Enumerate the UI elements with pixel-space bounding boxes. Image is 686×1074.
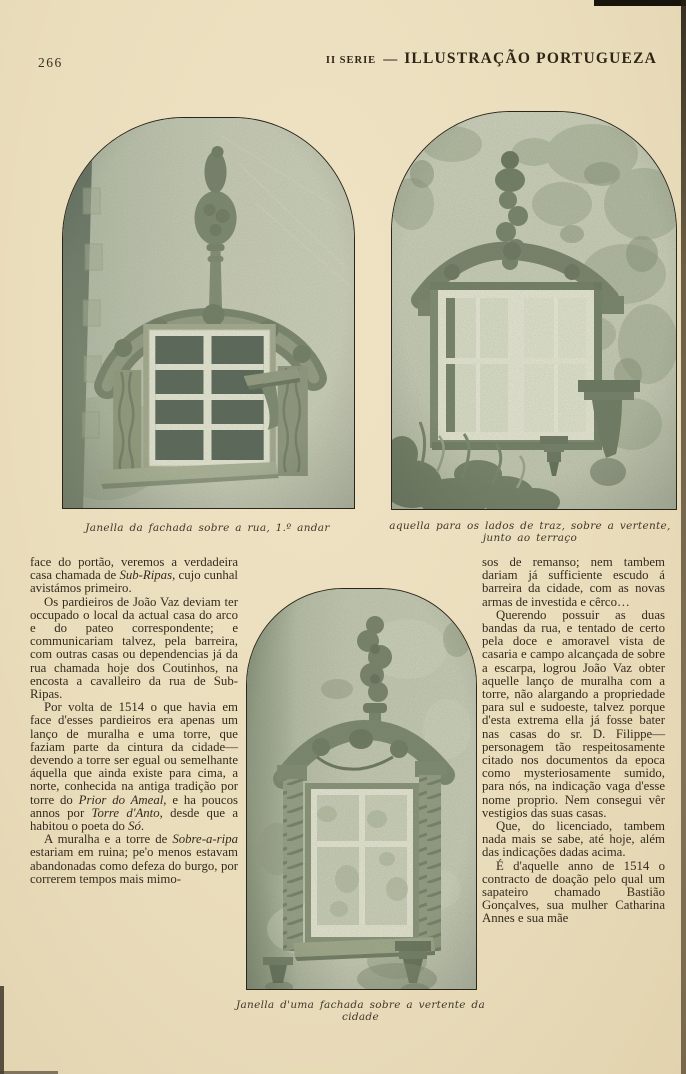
text-run: Os pardieiros de João Vaz deviam ter occupado o local da actual casa do arco e do pateo correspondente; e communicariam talvez, pela barreira, com outras casas ou dependencias já da rua chamada hoje dos Coutinhos, na encosta a cavalleiro da rua de Sub-Ripas. <box>30 594 238 702</box>
photo-street-illustration <box>63 118 354 508</box>
italic-term: Torre d'Anto <box>91 805 160 820</box>
text-run: , desde que a habitou o poeta do <box>30 805 239 834</box>
paragraph <box>482 820 665 860</box>
figure-caption: Janella d'uma fachada sobre a vertente da cidade <box>235 999 486 1023</box>
text-run: sos de remanso; nem tambem dariam já sufficiente escudo á barreira da cidade, com as novas armas de investida e cêrco… <box>482 555 665 609</box>
figure-window-city <box>246 588 477 990</box>
paragraph <box>30 596 238 702</box>
text-run: face do portão, veremos a verdadeira casa chamada de <box>30 555 238 583</box>
photo-rear-illustration <box>392 112 676 509</box>
paragraph <box>30 556 238 596</box>
paragraph <box>482 860 665 926</box>
column-left <box>30 556 238 886</box>
journal-header <box>326 50 657 68</box>
paragraph <box>30 701 238 833</box>
paragraph <box>482 556 665 609</box>
page-number: 266 <box>38 55 63 70</box>
paragraph <box>482 609 665 820</box>
italic-term: Prior do Ameal <box>78 792 164 807</box>
text-run: . <box>140 819 145 834</box>
paragraph <box>30 833 238 886</box>
photo-city-illustration <box>247 589 476 989</box>
scan-edge-top <box>594 0 686 6</box>
text-run: , cujo cunhal avistámos primeiro. <box>30 568 238 596</box>
scan-edge-right <box>681 0 686 1074</box>
italic-term: Sub-Ripas <box>119 568 173 583</box>
journal-name: ILLUSTRAÇÃO PORTUGUEZA <box>404 50 657 67</box>
caption-line: junto ao terraço <box>482 532 578 544</box>
series-label: II SERIE <box>325 55 377 66</box>
text-run: Por volta de 1514 o que havia em face d'esses pardieiros era apenas um lanço de muralha e uma torre, que faziam parte da cintura da cidade—devendo a torre ser egual ou semelhante áquella que ainda existe para cima, a norte, conhecida na antiga tradição por torre do <box>30 700 238 807</box>
column-right <box>482 556 665 926</box>
title-separator: — <box>383 52 398 67</box>
italic-term: Só <box>128 819 141 834</box>
text-run: Que, do licenciado, tambem nada mais se sabe, até hoje, além das indicações dadas acima. <box>482 819 665 860</box>
text-run: A muralha e a torre de <box>44 832 173 847</box>
text-run: , e ha poucos annos por <box>30 792 238 820</box>
caption-line: aquella para os lados de traz, sobre a vertente, <box>389 520 671 532</box>
text-run: Querendo possuir as duas bandas da rua, e tentado de certo pela doce e amoravel vista de casaria e campo alcançada de sobre a escarpa, logrou João Vaz obter aquelle lanço de muralha com a torre, não alargando a propriedade para sul e sudoeste, talvez porque d'esta extrema ella já fosse bater nas casas do sr. D. Filippe—personagem tão respeitosamente citado nos documentos da epoca como mysteriosamente sumido, para nós, na indicação vaga d'esse nome proprio. Nem consegui vêr vestigios das suas casas. <box>482 607 665 820</box>
figure-window-rear <box>391 111 677 510</box>
italic-term: Sobre-a-ripa <box>172 832 238 847</box>
text-run: estariam em ruina; pe'o menos estavam abandonadas como defeza do burgo, por correrem tempos mais mimo- <box>30 845 238 886</box>
text-run: É d'aquelle anno de 1514 o contracto de doação pelo qual um sapateiro chamado Bastião Gonçalves, sua mulher Catharina Annes e sua mãe <box>482 858 665 926</box>
scan-edge-bottom-left <box>0 986 4 1074</box>
figure-caption <box>380 520 680 544</box>
figure-window-street <box>62 117 355 509</box>
figure-caption: Janella da fachada sobre a rua, 1.º andar <box>85 522 330 534</box>
